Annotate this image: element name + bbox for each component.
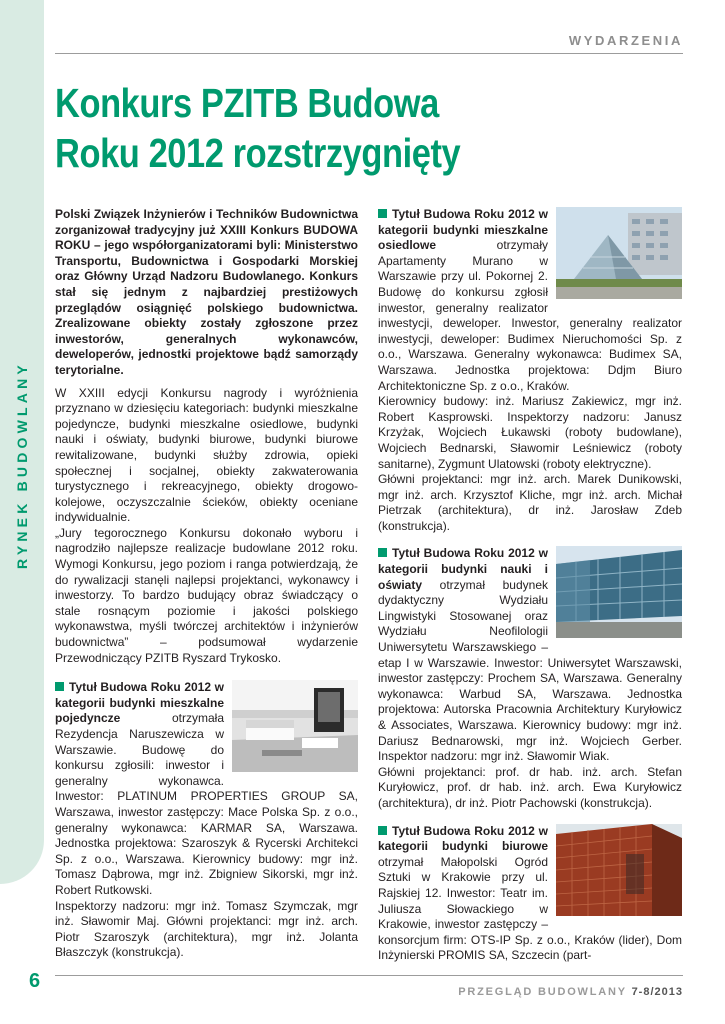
- award-text: otrzymał budynek dydaktyczny Wydziału Lingwistyki Stosowanej oraz Wydziału Neofilologii Uniwersytetu Warszawskiego – etap I w Warszawie. Inwestor: Uniwersytet Warszawski, inwestor zastępczy: Prochem SA, Warszawa. Generalny wykonawca: Warbud SA, Warszawa. Jednostka projektowa: Autorska Pracownia Architektury Kuryłowicz & Associates, Warszawa. Kierownicy budowy: mgr inż. Dariusz Bednarowski, mgr inż. Wojciech Gerber. Inspektor nadzoru: mgr inż. Sławomir Wiak.: [378, 577, 682, 764]
- award-heading: Tytuł Budowa Roku 2012 w kategorii budynki biurowe: [378, 823, 548, 854]
- award-item: [378, 546, 682, 811]
- award-text: otrzymały Apartamenty Murano w Warszawie przy ul. Pokornej 2. Budowę do konkursu zgłosił inwestor, generalny realizator inwestycji, deweloper. Inwestor, generalny realizator inwestycji, deweloper: Budimex Nieruchomości Sp. z o.o., Warszawa. Generalny wykonawca: Budimex SA, Warszawa. Jednostka projektowa: Ddjm Biuro Architektoniczne Sp. z o.o., Kraków.: [378, 238, 682, 393]
- side-label: RYNEK BUDOWLANY: [14, 361, 30, 569]
- section-label: WYDARZENIA: [568, 33, 683, 48]
- lead-paragraph: Polski Związek Inżynierów i Techników Budownictwa zorganizował tradycyjny już XXIII Konkurs BUDOWA ROKU – jego współorganizatorami byli: Ministerstwo Transportu, Budownictwa i Gospodarki Morskiej oraz Główny Urząd Nadzoru Budowlanego. Konkurs stał się jednym z najbardziej prestiżowych przeglądów osiągnięć polskiego budownictwa. Zrealizowane obiekty zostały zgłoszone przez inwestorów, generalnych wykonawców, deweloperów, jednostki projektowe bądź samorządy terytorialne.: [55, 207, 358, 377]
- award-text: Kierownicy budowy: inż. Mariusz Zakiewicz, mgr inż. Robert Kasprowski. Inspektorzy nadzoru: Janusz Krzyżak, Wojciech Łukawski (roboty budowlane), Wojciech Bednarski, Sławomir Leśniewicz (roboty sanitarne), Zygmunt Ulatowski (roboty elektryczne).: [378, 394, 682, 471]
- footer: [458, 986, 683, 998]
- award-text: Główni projektanci: mgr inż. arch. Marek Dunikowski, mgr inż. arch. Krzysztof Kliche, mgr inż. arch. Michał Pietrzak (architektura), dr inż. Jarosław Zdeb (konstrukcja).: [378, 472, 682, 533]
- award-text: otrzymała Rezydencja Naruszewicza w Warszawie. Budowę do konkursu zgłosili: inwestor i generalny wykonawca. Inwestor: PLATINUM PROPERTIES GROUP SA, Warszawa, inwestor zastępczy: Mace Polska Sp. z o.o., generalny wykonawca: KARMAR SA, Warszawa. Jednostka projektowa: Szaroszyk & Rycerski Architekci Sp. z o.o., Warszawa. Kierownicy budowy: mgr inż. Tomasz Dąbrowa, mgr inż. Zbigniew Sikorski, mgr inż. Robert Rutkowski.: [55, 711, 358, 897]
- award-text: Inspektorzy nadzoru: mgr inż. Tomasz Szymczak, mgr inż. Sławomir Maj. Główni projektanci: mgr inż. arch. Piotr Szaroszyk (architektura), mgr inż. Jolanta Błaszczyk (konstrukcja).: [55, 898, 358, 960]
- bullet-square: [378, 548, 387, 557]
- award-item: [378, 824, 682, 964]
- bullet-square: [55, 682, 64, 691]
- award-heading: Tytuł Budowa Roku 2012 w kategorii budynki nauki i oświaty: [378, 546, 548, 592]
- glass-university-building-photo: [556, 546, 682, 638]
- body-paragraph: „Jury tegorocznego Konkursu dokonało wyboru i nagrodziło najlepsze realizacje budowlane 2012 roku. Wymogi Konkursu, jego poziom i ranga potwierdzają, że do rywalizacji stanęli najlepsi projektanci, wykonawcy i inwestorzy. To bardzo budujący obraz świadczący o stale rosnącym poziomie i jakości polskiego wykonawstwa, myśli twórczej architektów i inżynierów budownictwa” – podsumował wydarzenie Przewodniczący PZITB Ryszard Trykosko.: [55, 525, 358, 665]
- right-column: [378, 207, 682, 976]
- award-item: [55, 680, 358, 961]
- award-text: Główni projektanci: prof. dr hab. inż. arch. Stefan Kuryłowicz, prof. dr hab. inż. arch. Ewa Kuryłowicz (architektura), dr inż. Piotr Pachowski (konstrukcja).: [378, 764, 682, 810]
- issue-number: 7-8/2013: [631, 986, 683, 998]
- body-paragraph: W XXIII edycji Konkursu nagrody i wyróżnienia przyznano w dziesięciu kategoriach: budynki mieszkalne pojedyncze, budynki mieszkalne osiedlowe, budynki nauki i oświaty, budynki biurowe, budynki biurowe rewitalizowane, budynki służby zdrowia, opieki społecznej i socjalnej, obiekty zakwaterowania turystycznego i rekreacyjnego, obiekty drogowo-kolejowe, oczyszczalnie ścieków, obiekty oceniane indywidualnie.: [55, 385, 358, 525]
- award-heading: Tytuł Budowa Roku 2012 w kategorii budynki mieszkalne osiedlowe: [378, 207, 548, 253]
- living-room-interior-photo: [232, 680, 358, 772]
- article-title: Konkurs PZITB Budowa Roku 2012 rozstrzygnięty: [55, 80, 461, 176]
- magazine-name: PRZEGLĄD BUDOWLANY: [458, 986, 627, 998]
- top-divider: [55, 53, 683, 54]
- bullet-square: [378, 209, 387, 218]
- award-heading: Tytuł Budowa Roku 2012 w kategorii budynki mieszkalne pojedyncze: [55, 680, 224, 726]
- award-item: [378, 207, 682, 534]
- bullet-square: [378, 826, 387, 835]
- page-number: 6: [29, 970, 41, 992]
- bottom-divider: [55, 975, 683, 976]
- glass-pyramid-apartments-photo: [556, 207, 682, 299]
- award-text: otrzymał Małopolski Ogród Sztuki w Krakowie przy ul. Rajskiej 12. Inwestor: Teatr im. Juliusza Słowackiego w Krakowie, inwestor zastępczy – konsorcjum firm: OTS-IP Sp. z o.o., Kraków (lider), Dom Inżynierski PROMIS SA, Szczecin (part-: [378, 854, 682, 963]
- left-column: [55, 207, 358, 973]
- red-brick-mesh-building-photo: [556, 824, 682, 916]
